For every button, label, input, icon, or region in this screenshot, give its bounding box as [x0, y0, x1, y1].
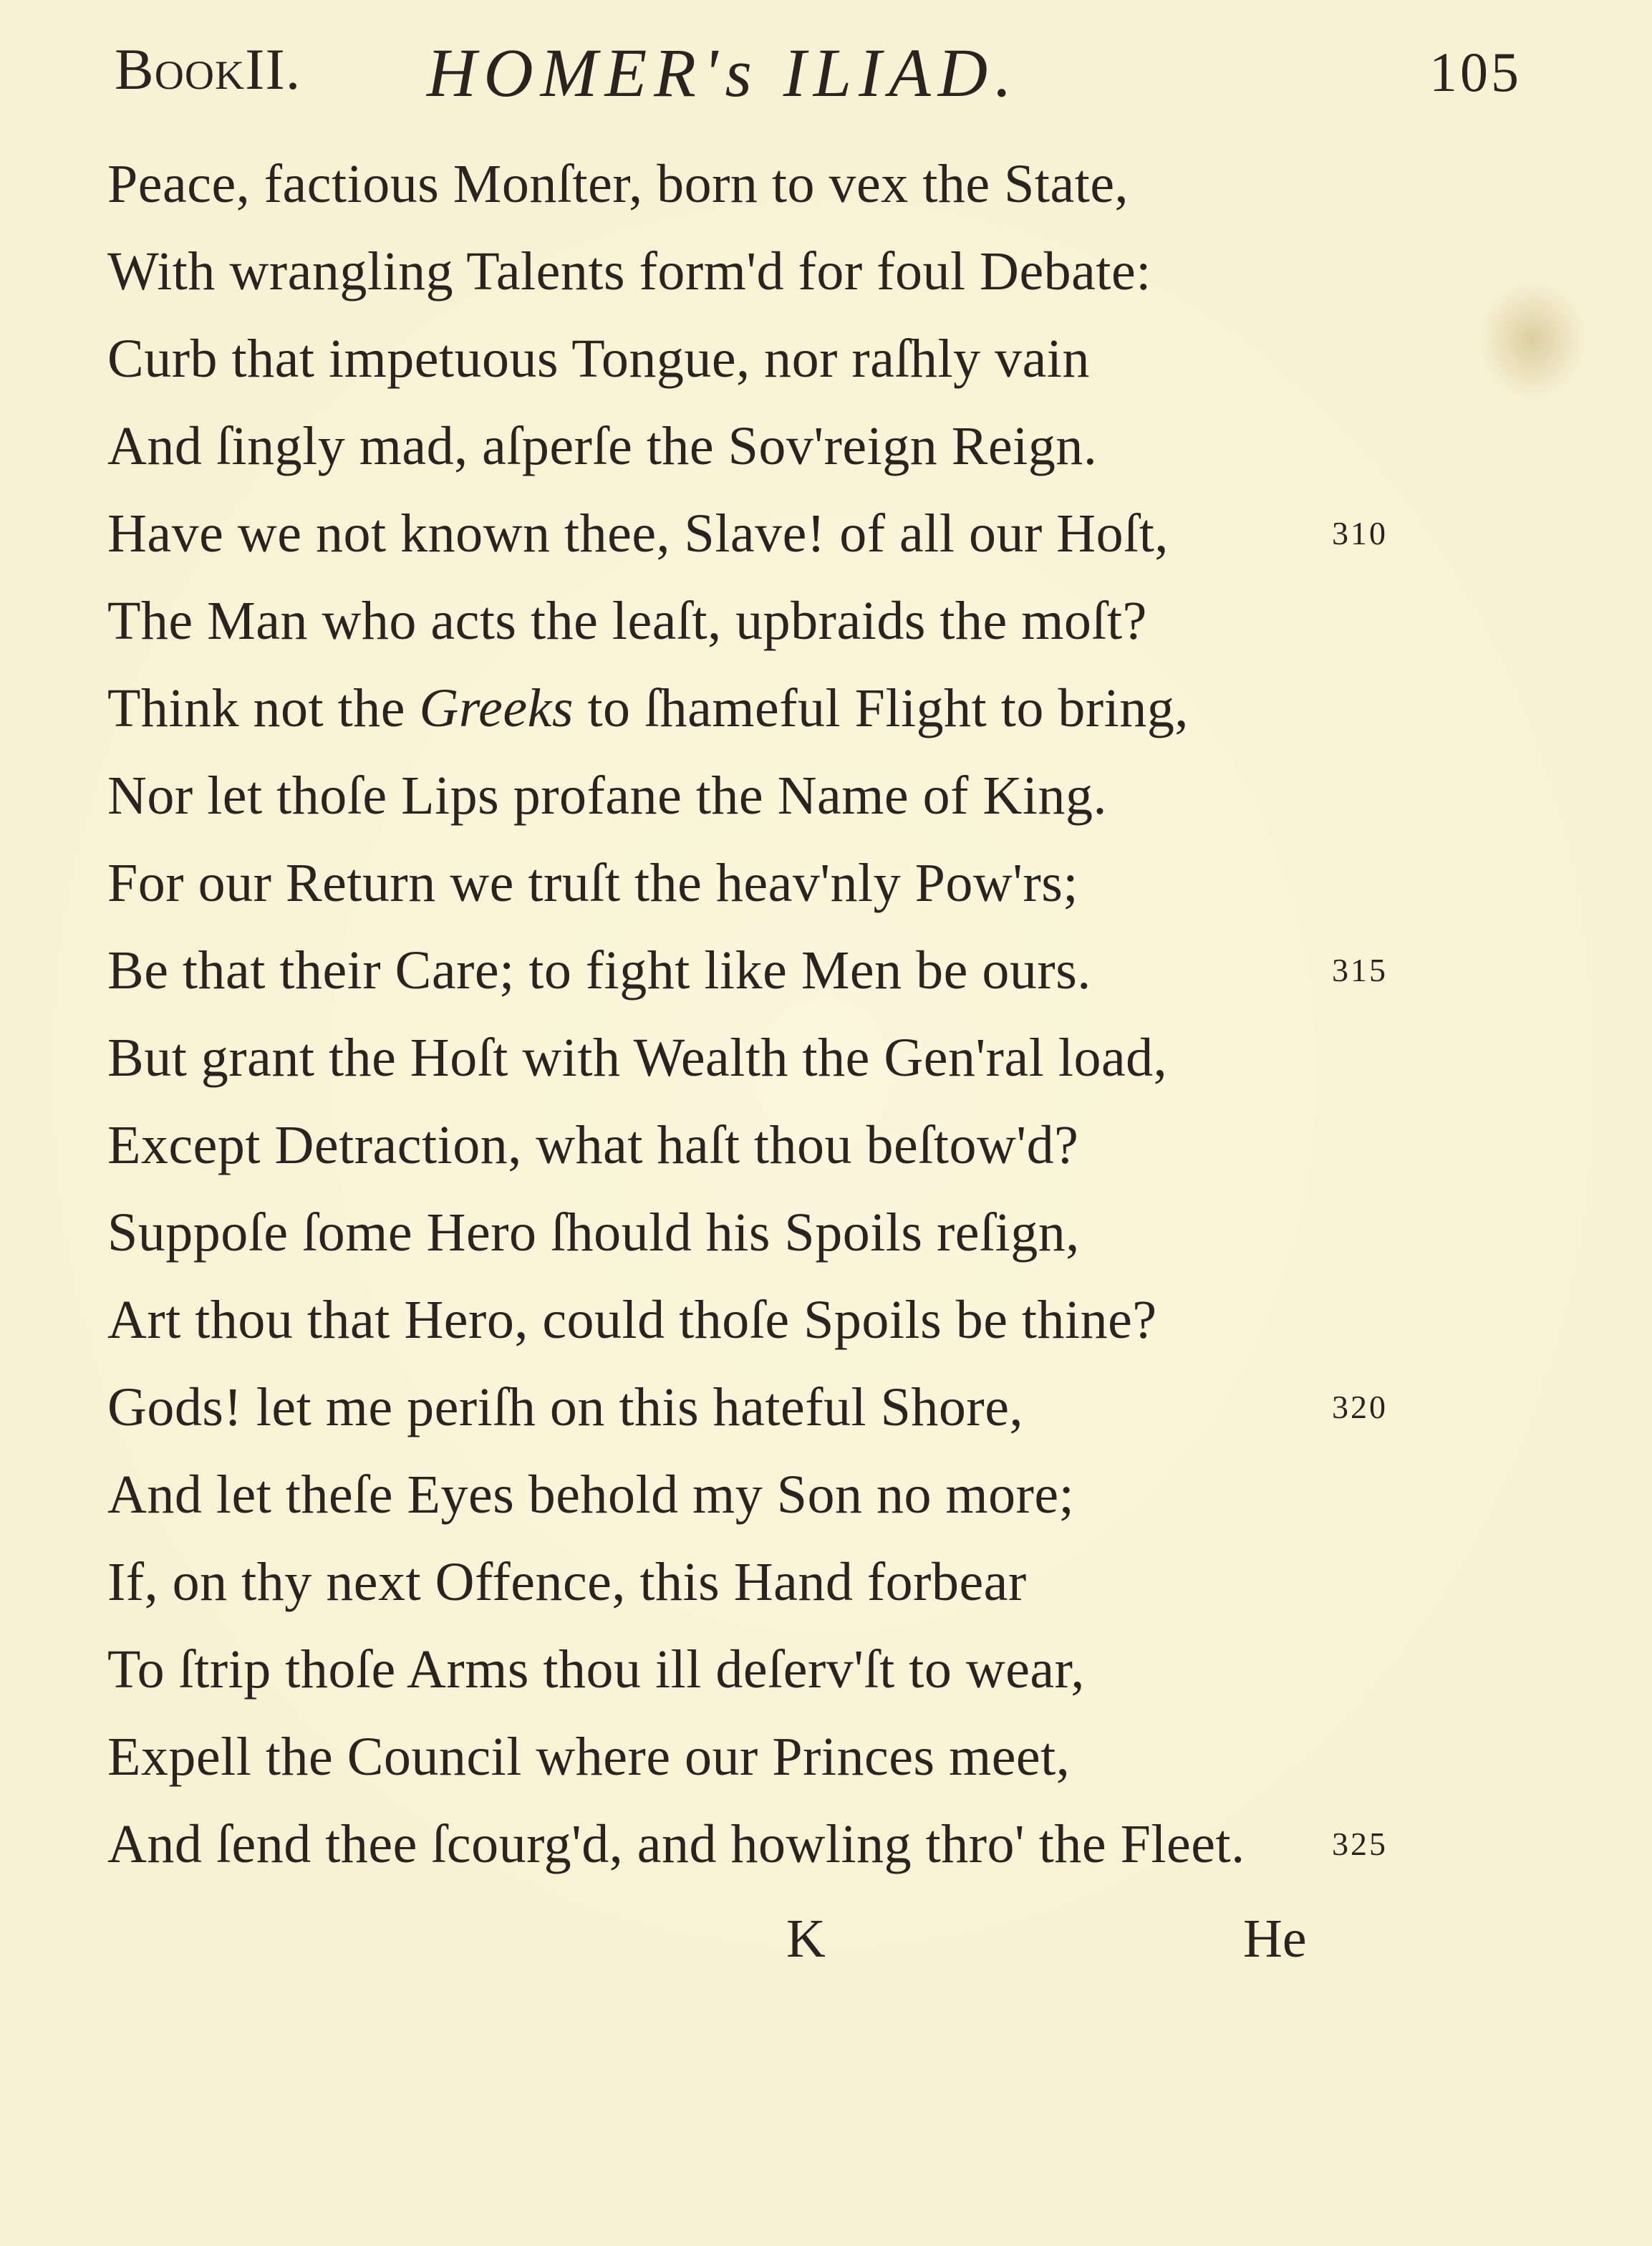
catchword: He [1243, 1909, 1307, 1969]
verse-line [107, 752, 1525, 839]
verse-line [107, 1102, 1525, 1189]
book-label: BookII. [115, 37, 301, 102]
verse-text: For our Return we truſt the heav'nly Pow'rs; [107, 853, 1078, 913]
verse-text: And ſingly mad, aſperſe the Sov'reign Reign. [107, 416, 1098, 476]
signature-mark: K [786, 1909, 826, 1969]
verse-text: Nor let thoſe Lips profane the Name of King. [107, 766, 1107, 826]
verse-line [107, 839, 1525, 927]
running-title: HOMER's ILIAD. [427, 34, 1020, 111]
running-header [0, 29, 1652, 115]
verse-line [107, 490, 1525, 577]
verse-text: If, on thy next Offence, this Hand forbear [107, 1552, 1027, 1612]
line-number: 315 [1332, 952, 1388, 988]
verse-text [107, 678, 1189, 738]
verse-line [107, 665, 1525, 752]
verse-text: And let theſe Eyes behold my Son no more; [107, 1465, 1075, 1525]
verse-text: Gods! let me periſh on this hateful Shore, [107, 1377, 1023, 1437]
verse-text: And ſend thee ſcourg'd, and howling thro' the Fleet. [107, 1814, 1245, 1874]
verse-line [107, 927, 1525, 1014]
line-number: 325 [1332, 1826, 1388, 1862]
verse-text: Art thou that Hero, could thoſe Spoils be thine? [107, 1290, 1157, 1350]
verse-text-part: Think not the [107, 678, 420, 738]
page-footer [0, 1891, 1652, 1984]
verse-line [107, 1538, 1525, 1626]
verse-line [107, 1801, 1525, 1888]
line-number: 320 [1332, 1389, 1388, 1425]
verse-text: Be that their Care; to fight like Men be ours. [107, 940, 1091, 1001]
verse-line [107, 140, 1525, 228]
verse-text: Peace, factious Monſter, born to vex the State, [107, 154, 1129, 214]
verse-text: Expell the Council where our Princes meet, [107, 1727, 1071, 1787]
verse-text-part: to ſhameful Flight to bring, [573, 678, 1189, 738]
verse-text: With wrangling Talents form'd for foul Debate: [107, 241, 1151, 302]
verse-line [107, 1189, 1525, 1276]
verse-text: Suppoſe ſome Hero ſhould his Spoils reſign, [107, 1202, 1080, 1263]
verse-line [107, 1713, 1525, 1801]
verse-text: But grant the Hoſt with Wealth the Gen'ral load, [107, 1028, 1168, 1088]
verse-text: Except Detraction, what haſt thou beſtow'd? [107, 1115, 1079, 1175]
verse-line [107, 577, 1525, 665]
verse-line [107, 403, 1525, 490]
verse-block [107, 140, 1525, 1888]
verse-text: Have we not known thee, Slave! of all our Hoſt, [107, 503, 1169, 564]
verse-text: Curb that impetuous Tongue, nor raſhly vain [107, 329, 1091, 389]
line-number: 310 [1332, 515, 1388, 551]
verse-text: The Man who acts the leaſt, upbraids the moſt? [107, 591, 1147, 651]
verse-line [107, 1014, 1525, 1102]
verse-line [107, 315, 1525, 403]
verse-line [107, 1451, 1525, 1538]
verse-line [107, 1364, 1525, 1451]
page-number: 105 [1429, 41, 1522, 103]
verse-line [107, 228, 1525, 315]
verse-italic-word: Greeks [419, 678, 574, 738]
verse-text: To ſtrip thoſe Arms thou ill deſerv'ſt to wear, [107, 1639, 1085, 1700]
verse-line [107, 1626, 1525, 1713]
verse-line [107, 1276, 1525, 1364]
